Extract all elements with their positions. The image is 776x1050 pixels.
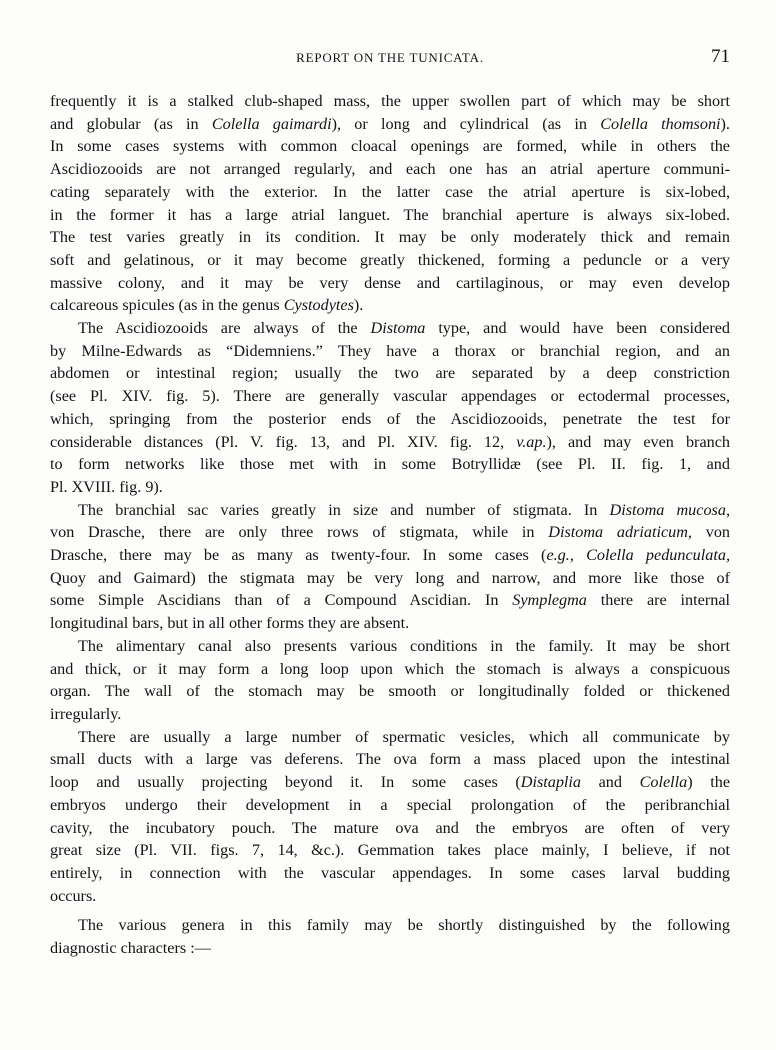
text-run: longitudinal bars, but in all other forms they are absent.	[50, 614, 410, 633]
text-run: ).	[720, 114, 730, 133]
text-line	[50, 113, 730, 136]
text-run: (see Pl. XIV. fig. 5). There are generally vascular appendages or ectodermal processes,	[50, 387, 730, 406]
running-head: REPORT ON THE TUNICATA.	[296, 50, 484, 65]
text-run: The various genera in this family may be shortly distinguished by the following	[78, 916, 730, 935]
text-line	[50, 521, 730, 544]
text-line	[50, 635, 730, 658]
text-run: there are internal	[586, 591, 730, 610]
text-line	[50, 937, 730, 960]
text-line	[50, 680, 730, 703]
text-line	[50, 135, 730, 158]
text-run: great size (Pl. VII. figs. 7, 14, &c.). Gemmation takes place mainly, I believe, if not	[50, 841, 730, 860]
text-run: abdomen or intestinal region; usually the two are separated by a deep constriction	[50, 364, 730, 383]
text-run: There are usually a large number of spermatic vesicles, which all communicate by	[78, 727, 730, 746]
text-run: The alimentary canal also presents various conditions in the family. It may be short	[78, 636, 730, 655]
italic-run: Colella thomsoni	[600, 114, 721, 133]
text-line	[50, 726, 730, 749]
text-run: occurs.	[50, 886, 97, 905]
text-line	[50, 431, 730, 454]
text-run: In some cases systems with common cloacal openings are formed, while in others the	[50, 137, 730, 156]
text-run: diagnostic characters :—	[50, 939, 211, 958]
text-run: von Drasche, there are only three rows of stigmata, while in	[50, 523, 549, 542]
text-line	[50, 294, 730, 317]
text-line	[50, 204, 730, 227]
text-run: Pl. XVIII. fig. 9).	[50, 477, 163, 496]
text-run: The test varies greatly in its condition. It may be only moderately thick and remain	[50, 228, 730, 247]
text-run: to form networks like those met with in some Botryllidæ (see Pl. II. fig. 1, and	[50, 455, 730, 474]
text-run: ).	[353, 296, 364, 315]
paragraph	[50, 499, 730, 635]
text-run: soft and gelatinous, or it may become greatly thickened, forming a peduncle or a very	[50, 250, 730, 269]
text-run: ), and may even branch	[546, 432, 731, 451]
text-line	[50, 90, 730, 113]
text-run: embryos undergo their development in a special prolongation of the peribranchial	[50, 795, 730, 814]
text-run: frequently it is a stalked club-shaped mass, the upper swollen part of which may be short	[50, 92, 730, 110]
italic-run: Distoma adriaticum	[548, 523, 688, 542]
italic-run: Cystodytes	[283, 296, 354, 315]
text-line	[50, 862, 730, 885]
text-run: ), or long and cylindrical (as in	[331, 114, 601, 133]
text-run: by Milne-Edwards as “Didemniens.” They have a thorax or branchial region, and an	[50, 341, 730, 360]
text-line	[50, 567, 730, 590]
text-run: Ascidiozooids are not arranged regularly, and each one has an atrial aperture communi-	[50, 160, 730, 179]
text-run: irregularly.	[50, 704, 122, 723]
text-run: and	[581, 773, 640, 792]
text-run: in the former it has a large atrial languet. The branchial aperture is always six-lobed.	[50, 205, 730, 224]
text-run: massive colony, and it may be very dense and cartilaginous, or may even develop	[50, 273, 730, 292]
body-text	[50, 90, 730, 960]
text-run: , von	[687, 523, 730, 542]
text-line	[50, 181, 730, 204]
paragraph	[50, 914, 730, 959]
italic-run: Distoma	[370, 319, 426, 338]
text-line	[50, 794, 730, 817]
text-run: ) the	[687, 773, 731, 792]
text-run: entirely, in connection with the vascular appendages. In some cases larval budding	[50, 863, 730, 882]
text-run: type, and would have been considered	[425, 319, 730, 338]
text-run: cating separately with the exterior. In the latter case the atrial aperture is six-lobed,	[50, 182, 730, 201]
text-line	[50, 914, 730, 937]
text-line	[50, 703, 730, 726]
paragraph	[50, 317, 730, 499]
text-line	[50, 317, 730, 340]
text-run: organ. The wall of the stomach may be smooth or longitudinally folded or thickened	[50, 682, 730, 701]
text-line	[50, 544, 730, 567]
text-line	[50, 817, 730, 840]
text-run: loop and usually projecting beyond it. In some cases (	[50, 773, 521, 792]
italic-run: Colella	[639, 773, 688, 792]
text-line	[50, 362, 730, 385]
paragraph	[50, 726, 730, 908]
text-line	[50, 839, 730, 862]
text-line	[50, 748, 730, 771]
text-line	[50, 658, 730, 681]
text-line	[50, 408, 730, 431]
text-run: some Simple Ascidians than of a Compound Ascidian. In	[50, 591, 513, 610]
italic-run: Distoma mucosa,	[609, 500, 730, 519]
text-line	[50, 226, 730, 249]
text-line	[50, 249, 730, 272]
text-run: small ducts with a large vas deferens. The ova form a mass placed upon the intestinal	[50, 750, 730, 769]
text-line	[50, 612, 730, 635]
text-line	[50, 476, 730, 499]
text-line	[50, 499, 730, 522]
text-run: considerable distances (Pl. V. fig. 13, and Pl. XIV. fig. 12,	[50, 432, 517, 451]
text-line	[50, 272, 730, 295]
italic-run: e.g., Colella pedunculata,	[546, 546, 730, 565]
paragraph	[50, 635, 730, 726]
italic-run: Symplegma	[512, 591, 587, 610]
italic-run: Colella gaimardi	[211, 114, 332, 133]
page-number: 71	[711, 46, 730, 67]
text-line	[50, 340, 730, 363]
text-run: which, springing from the posterior ends of the Ascidiozooids, penetrate the test for	[50, 409, 730, 428]
text-line	[50, 589, 730, 612]
text-run: cavity, the incubatory pouch. The mature ova and the embryos are often of very	[50, 818, 730, 837]
text-run: and globular (as in	[50, 114, 212, 133]
text-line	[50, 453, 730, 476]
page-header	[50, 48, 730, 70]
italic-run: Distaplia	[520, 773, 582, 792]
text-run: Drasche, there may be as many as twenty-four. In some cases (	[50, 546, 547, 565]
text-run: Quoy and Gaimard) the stigmata may be very long and narrow, and more like those of	[50, 568, 730, 587]
text-line	[50, 158, 730, 181]
paragraph	[50, 90, 730, 317]
paragraph-gap	[50, 907, 730, 914]
text-line	[50, 771, 730, 794]
text-run: The Ascidiozooids are always of the	[78, 319, 371, 338]
text-line	[50, 385, 730, 408]
text-run: and thick, or it may form a long loop upon which the stomach is always a conspicuous	[50, 659, 730, 678]
text-line	[50, 885, 730, 908]
text-run: The branchial sac varies greatly in size and number of stigmata. In	[78, 500, 610, 519]
italic-run: v.ap.	[516, 432, 547, 451]
text-run: calcareous spicules (as in the genus	[50, 296, 284, 315]
